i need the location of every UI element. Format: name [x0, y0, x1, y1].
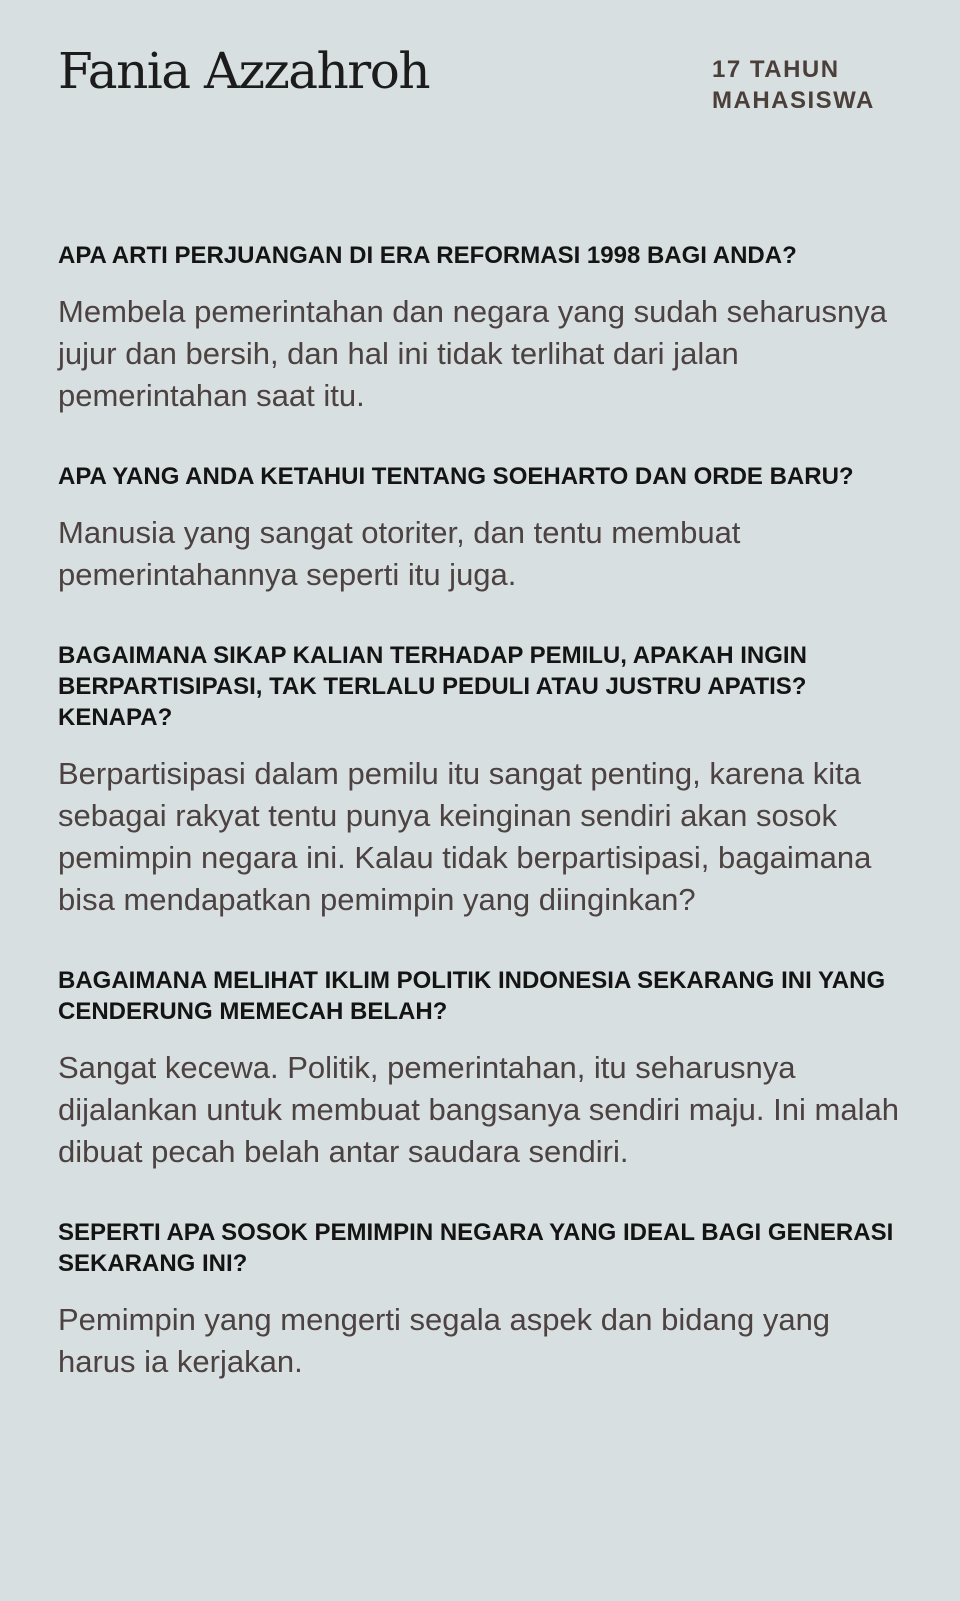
qa-item [58, 640, 902, 921]
person-occupation: MAHASISWA [712, 87, 875, 114]
question-text: SEPERTI APA SOSOK PEMIMPIN NEGARA YANG IDEAL BAGI GENERASI SEKARANG INI? [58, 1219, 894, 1277]
answer-text: Sangat kecewa. Politik, pemerintahan, itu seharusnya dijalankan untuk membuat bangsanya sendiri maju. Ini malah dibuat pecah belah antar saudara sendiri. [58, 1050, 899, 1169]
answer-text: Membela pemerintahan dan negara yang sudah seharusnya jujur dan bersih, dan hal ini tidak terlihat dari jalan pemerintahan saat itu. [58, 294, 887, 413]
question-text: APA YANG ANDA KETAHUI TENTANG SOEHARTO DAN ORDE BARU? [58, 463, 854, 490]
person-name: Fania Azzahroh [58, 42, 430, 100]
question-text: APA ARTI PERJUANGAN DI ERA REFORMASI 1998 BAGI ANDA? [58, 242, 797, 269]
person-age: 17 TAHUN [712, 56, 840, 83]
qa-item [58, 1217, 902, 1383]
qa-item [58, 240, 902, 417]
qa-item [58, 461, 902, 596]
profile-header [58, 0, 902, 240]
answer-text: Berpartisipasi dalam pemilu itu sangat penting, karena kita sebagai rakyat tentu punya keinginan sendiri akan sosok pemimpin negara ini. Kalau tidak berpartisipasi, bagaimana bisa mendapatkan pemimpin yang diinginkan? [58, 756, 872, 917]
answer-text: Pemimpin yang mengerti segala aspek dan bidang yang harus ia kerjakan. [58, 1302, 831, 1379]
person-meta [712, 54, 902, 116]
question-text: BAGAIMANA SIKAP KALIAN TERHADAP PEMILU, APAKAH INGIN BERPARTISIPASI, TAK TERLALU PEDULI ATAU JUSTRU APATIS? KENAPA? [58, 642, 807, 731]
question-text: BAGAIMANA MELIHAT IKLIM POLITIK INDONESIA SEKARANG INI YANG CENDERUNG MEMECAH BELAH? [58, 967, 886, 1025]
qa-item [58, 965, 902, 1173]
answer-text: Manusia yang sangat otoriter, dan tentu membuat pemerintahannya seperti itu juga. [58, 515, 741, 592]
